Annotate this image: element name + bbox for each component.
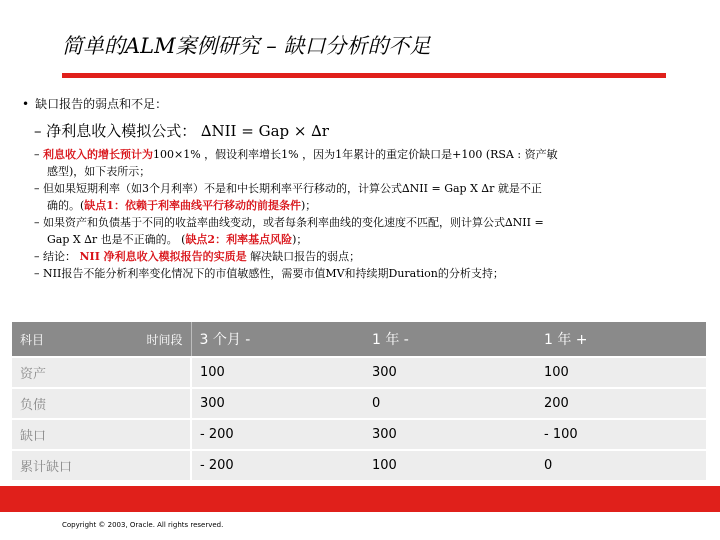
table-cell: 100 [191, 357, 364, 388]
table-header-row [12, 322, 706, 357]
bullet-marker: • [22, 97, 30, 111]
table-cell: - 200 [191, 419, 364, 450]
row-label: 缺口 [12, 419, 191, 450]
table-cell: - 200 [191, 450, 364, 480]
bullet-list [34, 146, 694, 282]
row-label: 负债 [12, 388, 191, 419]
weakness-1-text: 缺点1：依赖于利率曲线平行移动的前提条件 [84, 199, 301, 212]
row-label: 资产 [12, 357, 191, 388]
list-item-continuation: 感型)，如下表所示； [47, 165, 151, 178]
table-row [12, 388, 706, 419]
gap-table [12, 322, 706, 480]
list-item-continuation: Gap X ∆r 也是不正确的。 (缺点2：利率基点风险)； [47, 233, 308, 246]
list-item: – 如果资产和负债基于不同的收益率曲线变动，或者每条利率曲线的变化速度不匹配，则计算公式∆NII = [34, 216, 544, 229]
list-item: – NII报告不能分析利率变化情况下的市值敏感性，需要市值MV和持续期Duration的分析支持； [34, 267, 504, 280]
table-cell: 100 [536, 357, 706, 388]
corner-label-subject: 科目 [20, 332, 45, 347]
column-header: 1 年 + [536, 322, 706, 357]
table-row [12, 357, 706, 388]
slide-title: 简单的ALM案例研究 – 缺口分析的不足 [62, 34, 431, 58]
table-corner-cell [12, 322, 191, 357]
bullet-text: 缺口报告的弱点和不足： [35, 97, 168, 111]
highlight-text: 利息收入的增长预计为 [43, 148, 153, 161]
copyright-notice: Copyright © 2003, Oracle. All rights reserved. [62, 521, 224, 529]
table-row [12, 450, 706, 480]
main-bullet [22, 95, 167, 112]
column-header: 3 个月 - [191, 322, 364, 357]
conclusion-highlight: NII 净利息收入模拟报告的实质是 [79, 250, 247, 263]
table-cell: 200 [536, 388, 706, 419]
corner-label-period: 时间段 [146, 332, 183, 347]
list-item: – 但如果短期利率（如3个月利率）不是和中长期利率平行移动的，计算公式∆NII = Gap X ∆r 就是不正 [34, 182, 542, 195]
weakness-2-text: 缺点2：利率基点风险 [185, 233, 293, 246]
table-cell: 300 [364, 419, 536, 450]
list-item-continuation: 确的。(缺点1：依赖于利率曲线平行移动的前提条件)； [47, 199, 317, 212]
list-item: – 结论： NII 净利息收入模拟报告的实质是 解决缺口报告的弱点； [34, 250, 361, 263]
table-cell: 0 [536, 450, 706, 480]
formula-heading: – 净利息收入模拟公式： ∆NII = Gap × ∆r [34, 122, 329, 140]
table-cell: 300 [191, 388, 364, 419]
footer-bar [0, 486, 720, 512]
row-label: 累计缺口 [12, 450, 191, 480]
table-cell: 300 [364, 357, 536, 388]
table-row [12, 419, 706, 450]
column-header: 1 年 - [364, 322, 536, 357]
table-cell: 100 [364, 450, 536, 480]
table-cell: 0 [364, 388, 536, 419]
table-cell: - 100 [536, 419, 706, 450]
title-underline [62, 73, 666, 78]
list-item: – 利息收入的增长预计为100×1% ，假设利率增长1% ，因为1年累计的重定价缺口是+100 (RSA : 资产敏 [34, 148, 558, 161]
